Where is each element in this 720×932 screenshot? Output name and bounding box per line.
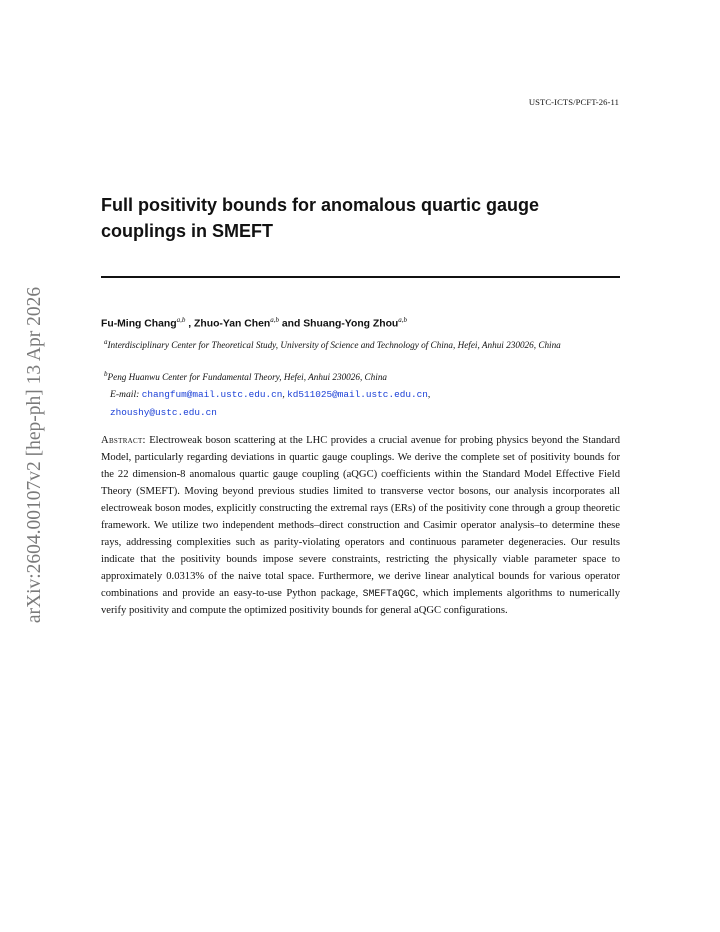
email-label: E-mail:: [110, 389, 140, 400]
abstract-text: , which implements algorithms to numerically verify positivity and compute the optimized positivity bounds for general aQGC configurations.: [101, 588, 621, 616]
author-affiliation-mark: a,b: [398, 316, 408, 324]
paper-title: Full positivity bounds for anomalous quartic gauge couplings in SMEFT: [101, 195, 540, 241]
title-rule: [101, 276, 620, 278]
abstract-text: Electroweak boson scattering at the LHC provides a crucial avenue for probing physics beyond the Standard Model, particularly regarding deviations in quartic gauge couplings. We derive the complete set of positivity bounds for the 22 dimension-8 anomalous quartic gauge coupling (aQGC) coefficients within the Standard Model Effective Field Theory (SMEFT). Moving beyond previous studies limited to transverse vector bosons, our analysis incorporates all electroweak boson modes, explicitly constructing the extremal rays (ERs) of the positivity cone through a group theoretic framework. We utilize two independent methods–direct construction and Casimir operator analysis–to determine these rays, addressing complexities such as parity-violating operators and continuous parameter degeneracies. Our results indicate that the positivity bounds impose severe constraints, restricting the physically viable parameter space to approximately 0.0313% of the naive total space. Furthermore, we derive linear analytical bounds for various operator combinations and provide an easy-to-use Python package,: [101, 435, 620, 599]
abstract-heading: Abstract:: [101, 435, 146, 446]
affiliation-text: Interdisciplinary Center for Theoretical Study, University of Science and Technology of China, Hefei, Anhui 230026, China: [107, 340, 561, 351]
email-link[interactable]: kd511025@mail.ustc.edu.cn: [287, 389, 428, 400]
author-separator: and: [281, 318, 301, 330]
author-name: Fu-Ming Chang: [101, 318, 177, 330]
affiliation-mark: a: [104, 338, 108, 346]
email-link[interactable]: zhoushy@ustc.edu.cn: [110, 407, 217, 418]
affiliation-b: [104, 367, 624, 384]
author-affiliation-mark: a,b: [270, 316, 279, 324]
report-number: USTC-ICTS/PCFT-26-11: [528, 97, 619, 107]
abstract: [101, 432, 620, 619]
affiliation-a: [104, 335, 624, 352]
author-separator: ,: [185, 318, 192, 330]
author-affiliation-mark: a,b: [176, 316, 186, 324]
author-name: Zhuo-Yan Chen: [194, 318, 271, 330]
author-list: [101, 313, 621, 331]
affiliation-mark: b: [104, 370, 108, 378]
email-block: E-mail: changfum@mail.ustc.edu.cn, kd511025@mail.ustc.edu.cn, zhoushy@ustc.edu.cn: [110, 389, 431, 418]
email-link[interactable]: changfum@mail.ustc.edu.cn: [141, 389, 283, 400]
arxiv-identifier-text: arXiv:2604.00107v2 [hep-ph] 13 Apr 2026: [24, 286, 45, 624]
affiliation-text: Peng Huanwu Center for Fundamental Theory, Hefei, Anhui 230026, China: [107, 372, 388, 383]
arxiv-identifier-stamp: [17, 255, 53, 655]
author-name: Shuang-Yong Zhou: [303, 318, 399, 330]
package-name: SMEFTaQGC: [362, 588, 416, 599]
